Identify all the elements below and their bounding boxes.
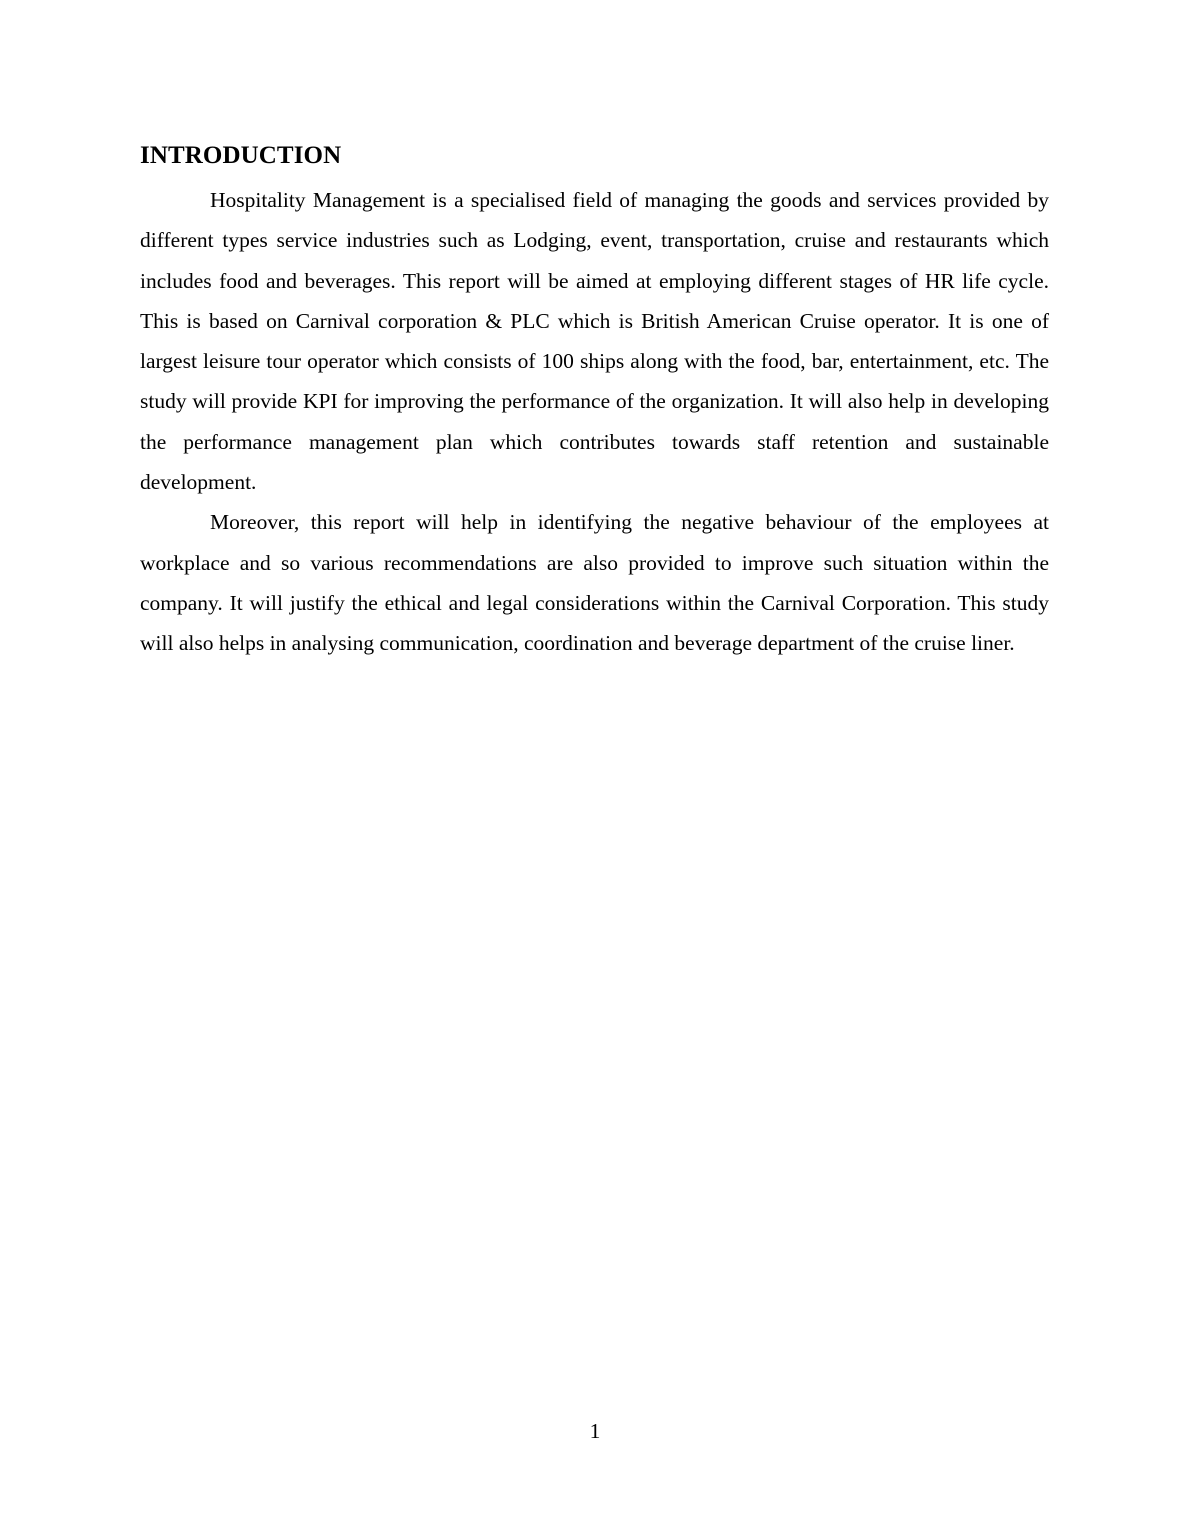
document-body: [140, 138, 1049, 664]
paragraph-1: Hospitality Management is a specialised field of managing the goods and services provided by different types service industries such as Lodging, event, transportation, cruise and restaurants which includes food and beverages. This report will be aimed at employing different stages of HR life cycle. This is based on Carnival corporation & PLC which is British American Cruise operator. It is one of largest leisure tour operator which consists of 100 ships along with the food, bar, entertainment, etc. The study will provide KPI for improving the performance of the organization. It will also help in developing the performance management plan which contributes towards staff retention and sustainable development.: [140, 188, 1049, 495]
section-heading: INTRODUCTION: [140, 142, 342, 169]
page-number: 1: [589, 1419, 601, 1443]
paragraph-2: Moreover, this report will help in identifying the negative behaviour of the employees at workplace and so various recommendations are also provided to improve such situation within the company. It will justify the ethical and legal considerations within the Carnival Corporation. This study will also helps in analysing communication, coordination and beverage department of the cruise liner.: [140, 510, 1049, 656]
